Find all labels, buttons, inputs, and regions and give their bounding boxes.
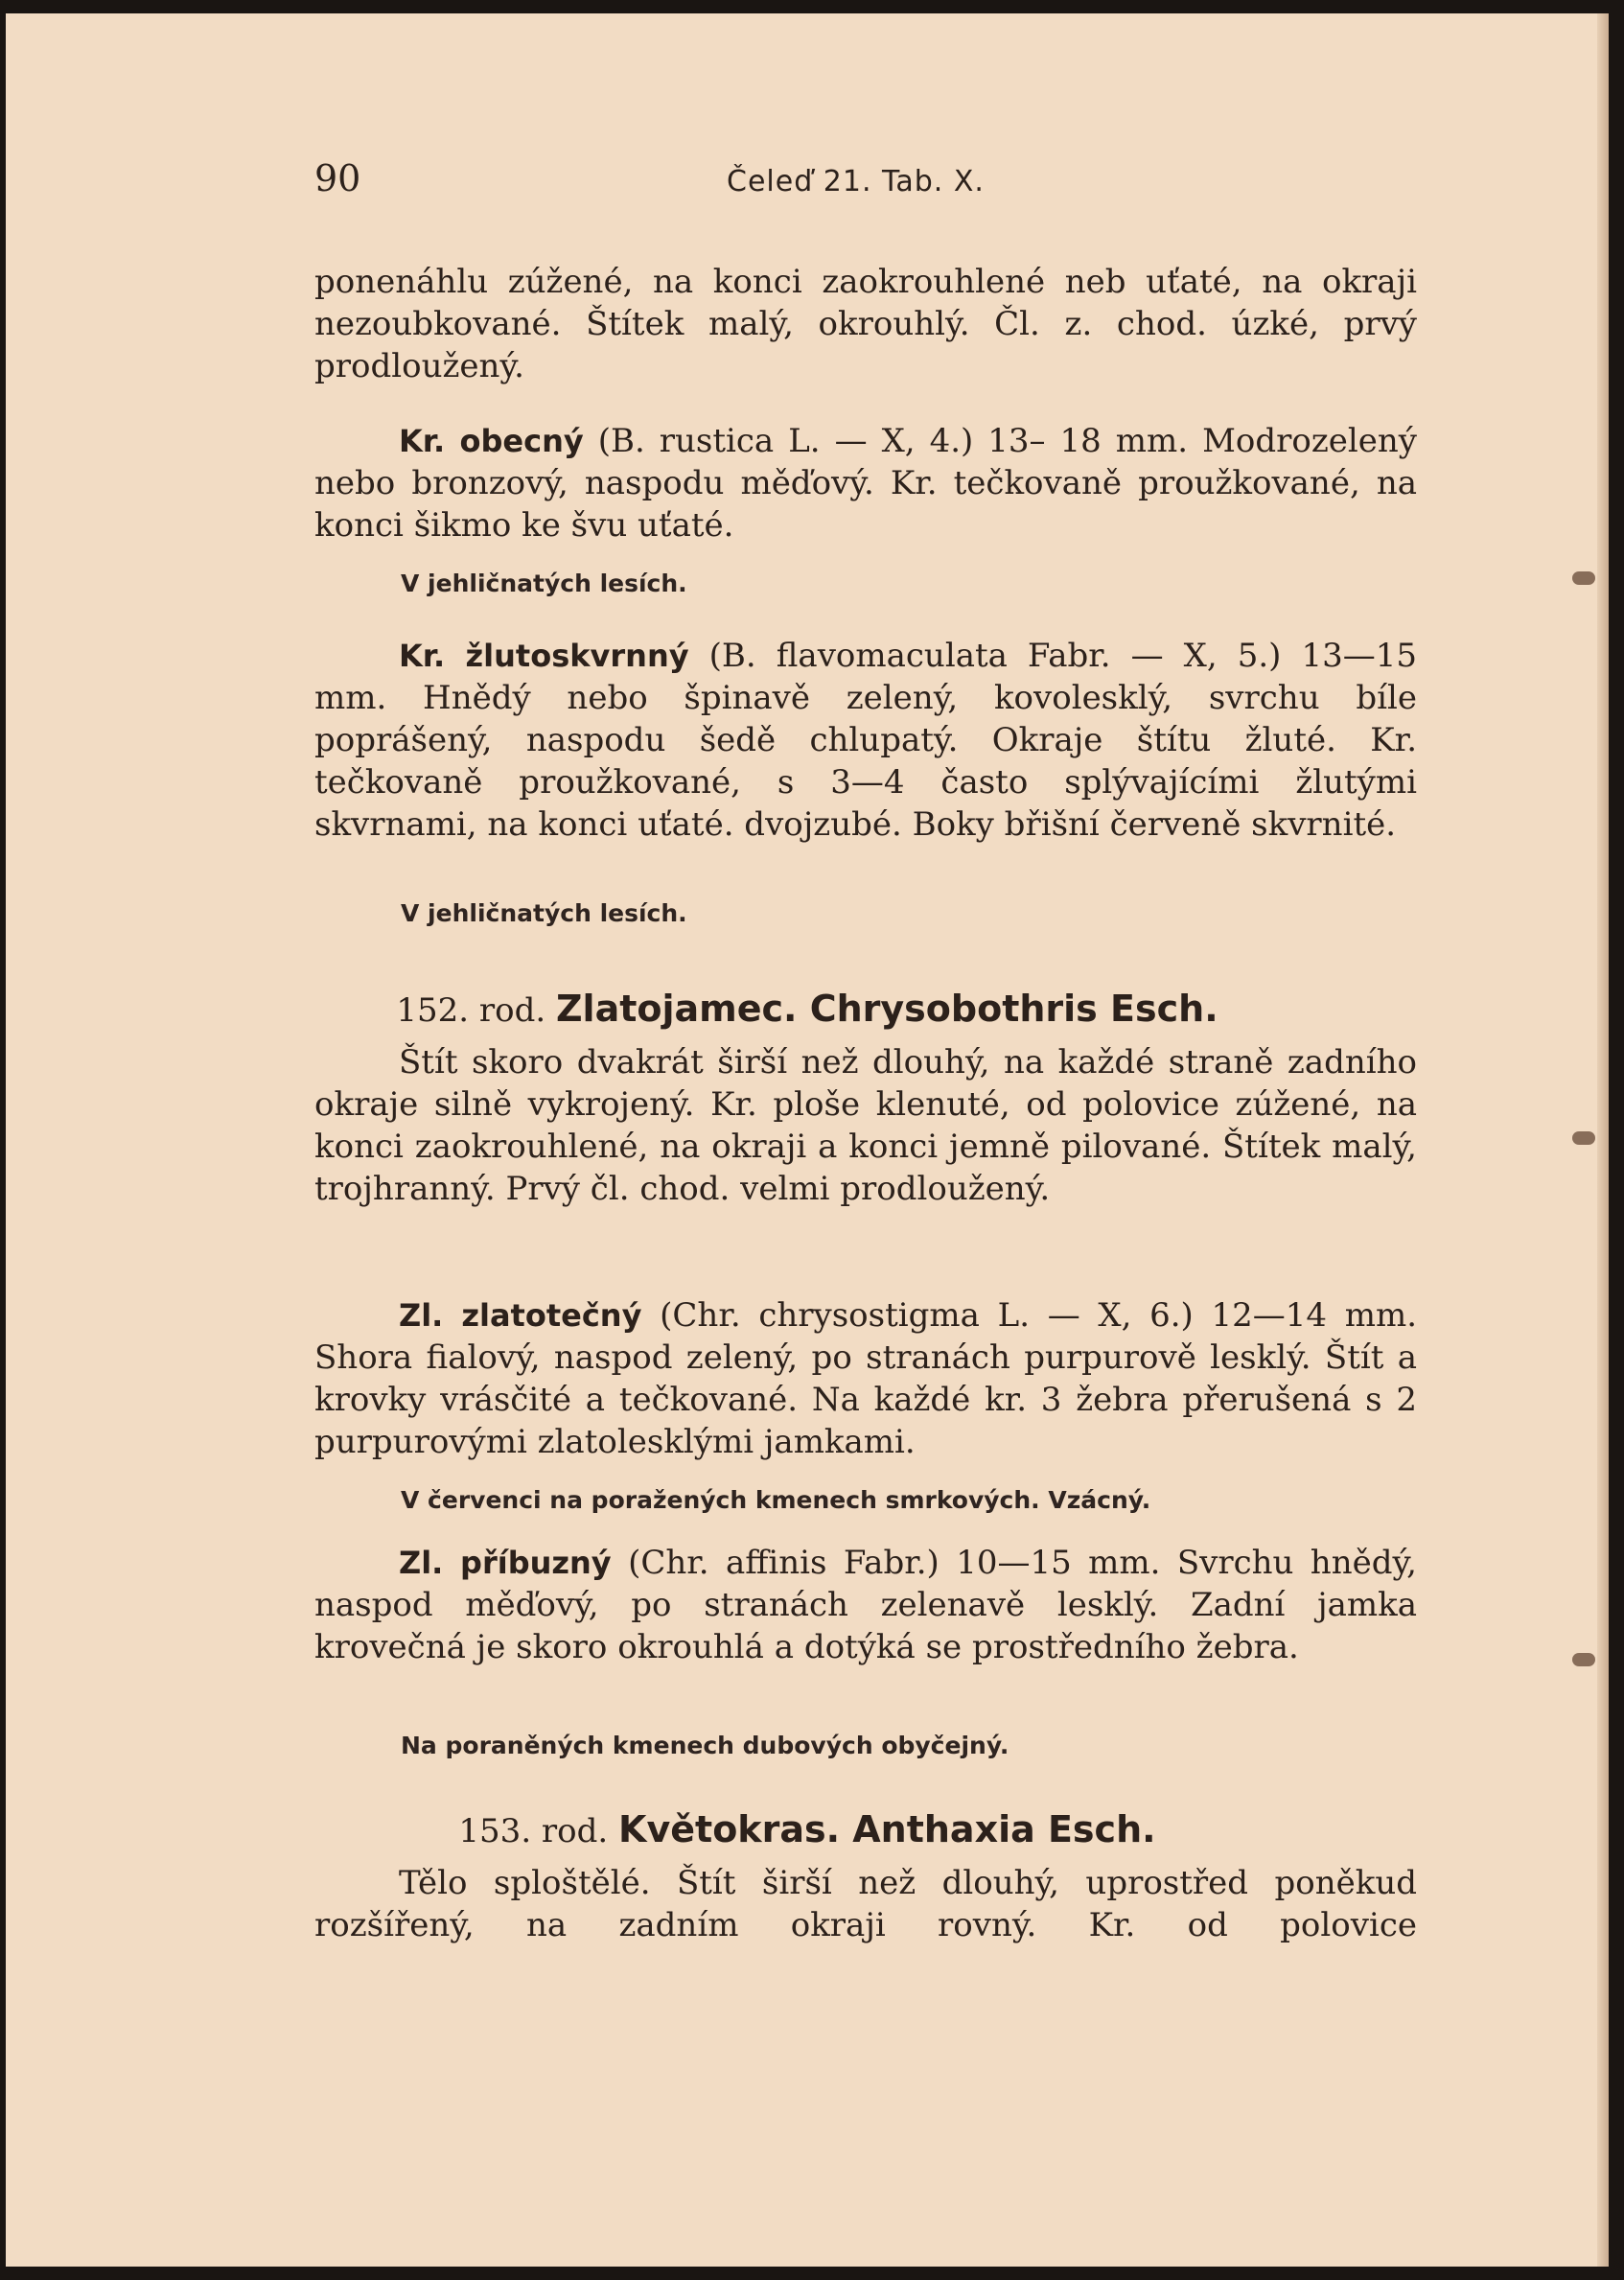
genus-name: Zlatojamec. Chrysobothris Esch. [556,988,1218,1030]
species-description: (B. flavomaculata Fabr. — X, 5.) 13—15 mm. Hnědý nebo špinavě zelený, kovolesklý, svrchu bíle poprášený, naspodu šedě chlupatý. Okraje štítu žluté. Kr. tečkovaně proužkované, s 3—4 často splývajícími žlutými skvrnami, na konci uťaté. dvojzubé. Boky břišní červeně skvrnité. [314,637,1417,844]
habitat-note: V jehličnatých lesích. [401,570,687,597]
genus-heading [6,988,1609,1030]
book-page [6,13,1609,2267]
genus-heading [6,1808,1609,1850]
genus-description-text: Štít skoro dvakrát širší než dlouhý, na každé straně zadního okraje silně vykrojený. Kr. ploše klenuté, od polovice zúžené, na konci zaokrouhlené, na okraji a konci jemně pilované. Štítek malý, trojhranný. Prvý čl. chod. velmi prodloužený. [314,1043,1417,1208]
species-description: (Chr. chrysostigma L. — X, 6.) 12—14 mm. Shora fialový, naspod zelený, po stranách purpurově lesklý. Štít a krovky vrásčité a tečkované. Na každé kr. 3 žebra přerušená s 2 purpurovými zlatolesklými jamkami. [314,1296,1418,1461]
species-description: (Chr. affinis Fabr.) 10—15 mm. Svrchu hnědý, naspod měďový, po stranách zelenavě lesklý. Zadní jamka krovečná je skoro okrouhlá a dotýká se prostředního žebra. [314,1544,1417,1666]
genus-description [314,1862,1417,1946]
species-name: Kr. žlutoskvrnný [399,638,689,674]
species-entry [314,1542,1417,1668]
genus-description-text: Tělo sploštělé. Štít širší než dlouhý, uprostřed poněkud rozšířený, na zadním okraji rovný. Kr. od polovice [314,1864,1417,1944]
genus-description [314,1041,1417,1210]
species-entry [314,1294,1417,1463]
species-name: Zl. příbuzný [399,1545,612,1581]
habitat-note: V jehličnatých lesích. [401,899,687,927]
species-entry [314,635,1417,846]
page-edge-mark [1572,1131,1595,1145]
page-edge-mark [1572,1653,1595,1666]
page-edge-mark [1572,571,1595,585]
species-entry [314,420,1417,547]
genus-name: Květokras. Anthaxia Esch. [618,1808,1156,1850]
genus-number: 153. rod. [458,1812,609,1850]
intro-paragraph [314,261,1417,387]
species-name: Zl. zlatotečný [399,1297,642,1334]
species-description: (B. rustica L. — X, 4.) 13– 18 mm. Modrozelený nebo bronzový, naspodu měďový. Kr. tečkovaně proužkované, na konci šikmo ke švu uťaté. [314,422,1417,545]
habitat-note: Na poraněných kmenech dubových obyčejný. [401,1732,1009,1759]
species-name: Kr. obecný [399,423,584,459]
genus-number: 152. rod. [396,991,546,1030]
page-number: 90 [314,157,361,199]
intro-text: ponenáhlu zúžené, na konci zaokrouhlené neb uťaté, na okraji nezoubkované. Štítek malý, okrouhlý. Čl. z. chod. úzké, prvý prodloužený. [314,263,1417,385]
habitat-note: V červenci na poražených kmenech smrkových. Vzácný. [401,1486,1151,1514]
running-title: Čeleď 21. Tab. X. [727,165,985,198]
